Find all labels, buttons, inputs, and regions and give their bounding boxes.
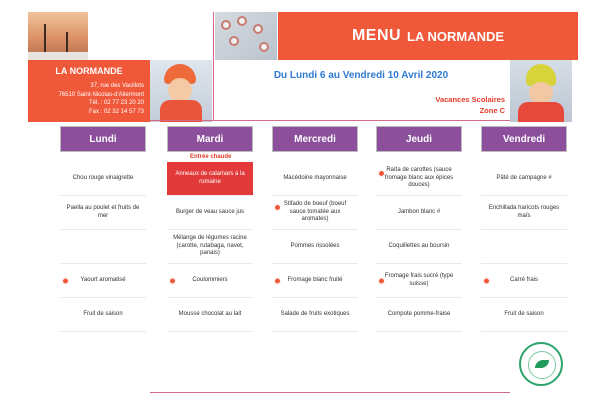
day-header: Mardi — [167, 126, 253, 152]
menu-item: Stifado de boeuf (boeuf sauce tomatée aux aromates) — [272, 196, 358, 230]
holiday-info — [390, 94, 505, 116]
menu-item: Macédoine mayonnaise — [272, 162, 358, 196]
label-icon — [274, 204, 281, 211]
school-info-card — [28, 60, 150, 122]
day-header: Jeudi — [376, 126, 462, 152]
menu-item: Fruit de saison — [481, 298, 567, 332]
menu-item: Carré frais — [481, 264, 567, 298]
menu-item: Mélange de légumes racine (carotte, rutabaga, navet, panais) — [167, 230, 253, 264]
menu-item: Compote pomme-fraise — [376, 298, 462, 332]
day-column-jeudi — [376, 126, 462, 332]
winter-photo — [28, 12, 88, 64]
menu-item: Pâté de campagne # — [481, 162, 567, 196]
vacances-label: Vacances Scolaires — [435, 95, 505, 104]
divider-line — [150, 120, 510, 121]
menu-item — [60, 230, 146, 264]
label-icon — [378, 170, 385, 177]
day-column-lundi — [60, 126, 146, 332]
menu-item: Jambon blanc # — [376, 196, 462, 230]
menu-item: Enchillada haricots rouges maïs — [481, 196, 567, 230]
menu-item: Raïta de carottes (sauce fromage blanc aux épices douces) — [376, 162, 462, 196]
day-column-mardi — [167, 126, 253, 332]
menu-item: Salade de fruits exotiques — [272, 298, 358, 332]
menu-banner — [278, 12, 578, 60]
day-header: Vendredi — [481, 126, 567, 152]
label-icon — [483, 277, 490, 284]
label-icon — [169, 277, 176, 284]
label-icon — [274, 277, 281, 284]
day-column-mercredi — [272, 126, 358, 332]
label-icon — [378, 277, 385, 284]
school-name: LA NORMANDE — [55, 66, 123, 76]
menu-item: Coquillettes au boursin — [376, 230, 462, 264]
entree-chaude-label: Entrée chaude — [190, 154, 232, 160]
restaurant-title: LA NORMANDE — [407, 28, 505, 44]
menu-item: Fromage blanc fruité — [272, 264, 358, 298]
menu-item: Yaourt aromatisé — [60, 264, 146, 298]
eco-logo — [519, 342, 563, 386]
menu-title: MENU — [351, 27, 402, 44]
menu-item: Coulommiers — [167, 264, 253, 298]
label-icon — [62, 277, 69, 284]
child-photo-left — [150, 60, 212, 122]
zone-label: Zone C — [479, 106, 505, 115]
menu-item — [481, 230, 567, 264]
flowers-photo — [215, 12, 277, 60]
menu-item: Pommes rissolées — [272, 230, 358, 264]
menu-item: Mousse chocolat au lait — [167, 298, 253, 332]
school-address: 37, rue des Vacillots 76510 Saint-Nicolas-d'Aliermont Tél. : 02 77 23 20 20 Fax : 02 32 14 57 73 — [58, 83, 144, 115]
divider-line — [213, 12, 214, 120]
date-range: Du Lundi 6 au Vendredi 10 Avril 2020 — [273, 70, 449, 81]
menu-item: Paella au poulet et fruits de mer — [60, 196, 146, 230]
day-column-vendredi — [481, 126, 567, 332]
child-photo-right — [510, 60, 572, 122]
menu-item-highlighted: Anneaux de calamars à la romaine — [167, 162, 253, 196]
menu-item: Chou rouge vinaigrette — [60, 162, 146, 196]
menu-item: Burger de veau sauce jus — [167, 196, 253, 230]
day-header: Lundi — [60, 126, 146, 152]
divider-line — [150, 392, 510, 393]
menu-item: Fromage frais sucré (type suisse) — [376, 264, 462, 298]
menu-item: Fruit de saison — [60, 298, 146, 332]
day-header: Mercredi — [272, 126, 358, 152]
